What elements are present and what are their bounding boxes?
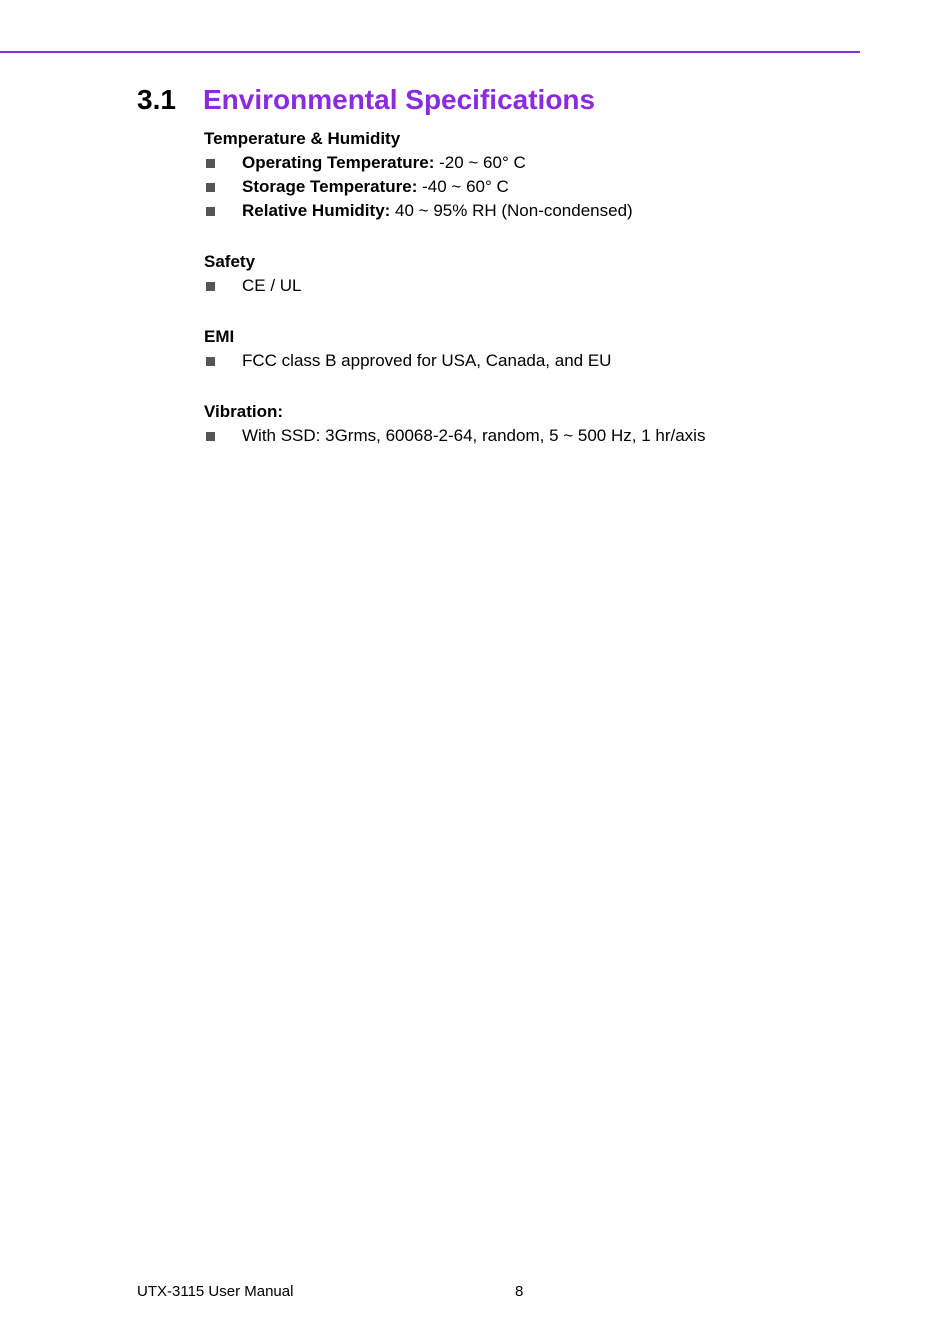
bullet-list bbox=[204, 274, 864, 298]
spec-content bbox=[204, 126, 864, 474]
item-value: CE / UL bbox=[242, 276, 302, 295]
footer-manual-title: UTX-3115 User Manual bbox=[137, 1283, 294, 1300]
section-number: 3.1 bbox=[137, 84, 176, 115]
spec-group-emi bbox=[204, 324, 864, 373]
item-label: Relative Humidity: bbox=[242, 201, 391, 220]
bullet-list bbox=[204, 151, 864, 223]
square-bullet-icon bbox=[206, 159, 215, 168]
list-item bbox=[204, 151, 864, 175]
group-heading: Safety bbox=[204, 252, 256, 271]
square-bullet-icon bbox=[206, 282, 215, 291]
square-bullet-icon bbox=[206, 357, 215, 366]
square-bullet-icon bbox=[206, 432, 215, 441]
item-label: Operating Temperature: bbox=[242, 153, 435, 172]
group-heading: Vibration: bbox=[204, 402, 284, 421]
list-item bbox=[204, 274, 864, 298]
item-value: -40 ~ 60° C bbox=[417, 177, 509, 196]
spec-group-temperature-humidity bbox=[204, 126, 864, 223]
list-item bbox=[204, 424, 864, 448]
group-heading: Temperature & Humidity bbox=[204, 129, 401, 148]
group-heading: EMI bbox=[204, 327, 235, 346]
bullet-list bbox=[204, 349, 864, 373]
spec-group-safety bbox=[204, 249, 864, 298]
section-title: Environmental Specifications bbox=[203, 84, 596, 115]
section-heading bbox=[137, 82, 595, 118]
item-value: With SSD: 3Grms, 60068-2-64, random, 5 ~ 500 Hz, 1 hr/axis bbox=[242, 426, 706, 445]
item-value: FCC class B approved for USA, Canada, and EU bbox=[242, 351, 612, 370]
list-item bbox=[204, 349, 864, 373]
bullet-list bbox=[204, 424, 864, 448]
square-bullet-icon bbox=[206, 207, 215, 216]
list-item bbox=[204, 175, 864, 199]
item-value: 40 ~ 95% RH (Non-condensed) bbox=[390, 201, 633, 220]
header-rule bbox=[0, 51, 860, 53]
spec-group-vibration bbox=[204, 399, 864, 448]
list-item bbox=[204, 199, 864, 223]
square-bullet-icon bbox=[206, 183, 215, 192]
item-label: Storage Temperature: bbox=[242, 177, 418, 196]
footer-page-number: 8 bbox=[515, 1283, 524, 1300]
item-value: -20 ~ 60° C bbox=[434, 153, 526, 172]
